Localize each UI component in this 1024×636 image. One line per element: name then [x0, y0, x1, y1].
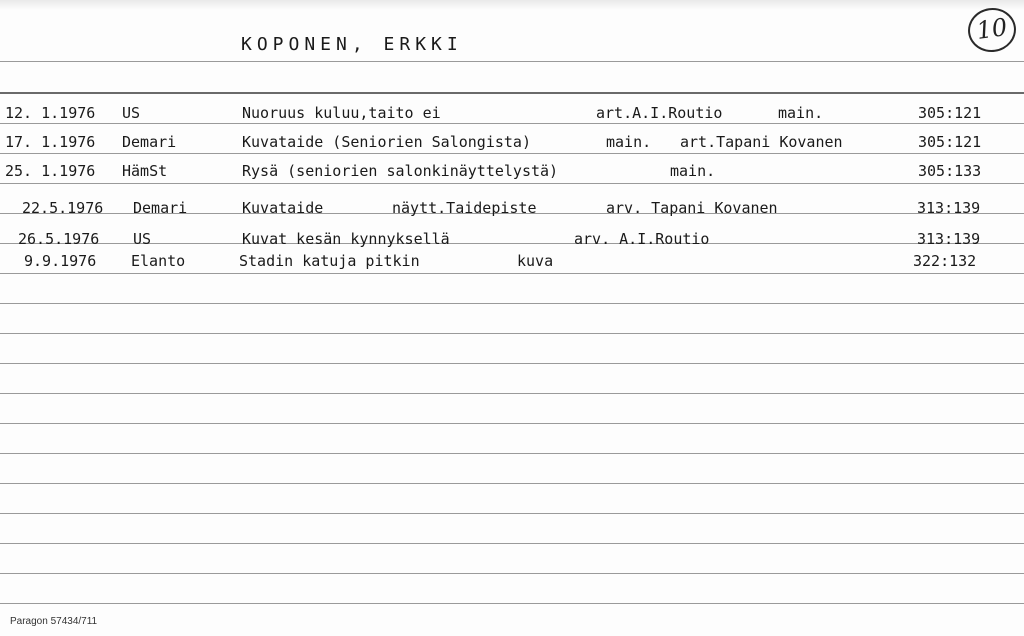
entry-title: Kuvataide (Seniorien Salongista) — [242, 133, 531, 151]
ruled-line — [0, 513, 1024, 514]
entry-title: Nuoruus kuluu,taito ei — [242, 104, 441, 122]
ruled-line — [0, 483, 1024, 484]
entry-note: main. — [606, 133, 652, 151]
ruled-line — [0, 153, 1024, 154]
entry-paper: Demari — [122, 133, 177, 151]
entry-date: 17. 1.1976 — [5, 133, 96, 151]
entry-title: Stadin katuja pitkin — [239, 252, 420, 270]
ruled-line — [0, 92, 1024, 94]
ruled-line — [0, 273, 1024, 274]
card-number-circle: 10 — [965, 5, 1019, 55]
ruled-line — [0, 333, 1024, 334]
entry-paper: HämSt — [122, 162, 168, 180]
entry-paper: Demari — [133, 199, 188, 217]
card-footer-print: Paragon 57434/711 — [10, 616, 98, 627]
entry-reference: 305:121 — [918, 133, 982, 151]
entry-paper: Elanto — [131, 252, 186, 270]
entry-reference: 322:132 — [913, 252, 977, 270]
entry-note: arv. Tapani Kovanen — [606, 199, 778, 217]
ruled-line — [0, 183, 1024, 184]
ruled-line — [0, 543, 1024, 544]
ruled-line — [0, 243, 1024, 244]
entry-reference: 313:139 — [917, 199, 981, 217]
entry-reference: 305:121 — [918, 104, 982, 122]
entry-date: 9.9.1976 — [24, 252, 97, 270]
scan-edge — [0, 0, 1024, 10]
ruled-line — [0, 363, 1024, 364]
entry-paper: US — [122, 104, 141, 122]
entry-paper: US — [133, 230, 152, 248]
entry-note: art.Tapani Kovanen — [680, 133, 843, 151]
ruled-line — [0, 393, 1024, 394]
ruled-line — [0, 123, 1024, 124]
card-heading-name: KOPONEN, ERKKI — [241, 34, 463, 55]
entry-note: arv. A.I.Routio — [574, 230, 710, 248]
entry-date: 22.5.1976 — [22, 199, 104, 217]
entry-date: 26.5.1976 — [18, 230, 100, 248]
entry-note: main. — [670, 162, 716, 180]
ruled-line — [0, 423, 1024, 424]
entry-date: 12. 1.1976 — [5, 104, 96, 122]
ruled-line — [0, 453, 1024, 454]
ruled-line — [0, 303, 1024, 304]
ruled-line — [0, 573, 1024, 574]
entry-date: 25. 1.1976 — [5, 162, 96, 180]
entry-note: kuva — [517, 252, 554, 270]
entry-note: näytt.Taidepiste — [392, 199, 537, 217]
entry-reference: 313:139 — [917, 230, 981, 248]
entry-reference: 305:133 — [918, 162, 982, 180]
ruled-line — [0, 61, 1024, 62]
ruled-line — [0, 603, 1024, 604]
entry-title: Rysä (seniorien salonkinäyttelystä) — [242, 162, 559, 180]
entry-note: art.A.I.Routio — [596, 104, 723, 122]
entry-note: main. — [778, 104, 824, 122]
entry-title: Kuvataide — [242, 199, 324, 217]
entry-title: Kuvat kesän kynnyksellä — [242, 230, 450, 248]
